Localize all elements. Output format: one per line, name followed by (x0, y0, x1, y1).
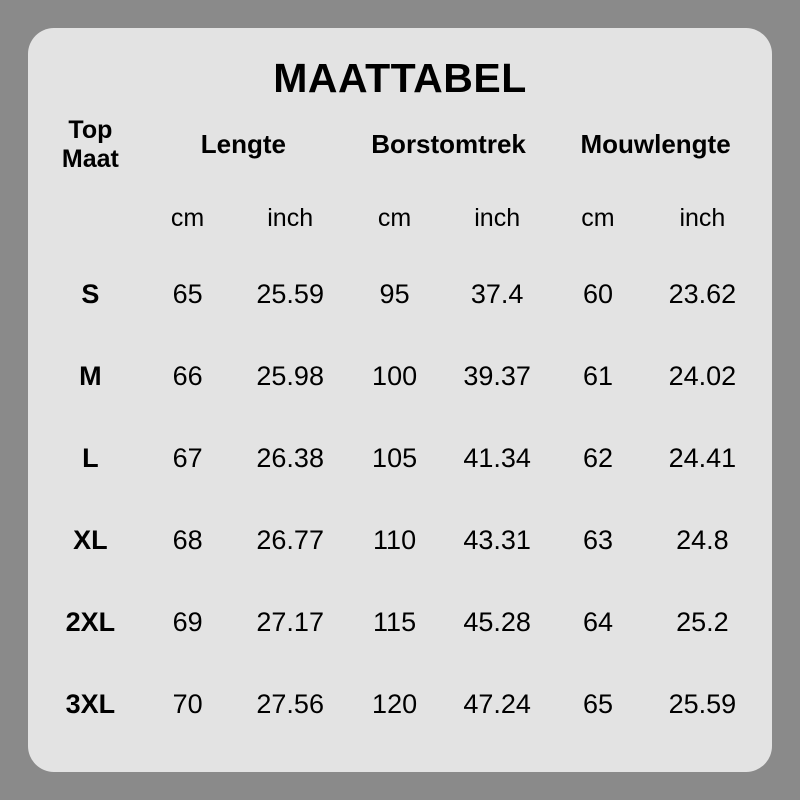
header-size-column (40, 107, 141, 183)
row-size-label: M (79, 360, 102, 391)
unit-borst-inch: inch (474, 203, 521, 232)
table-row (40, 581, 760, 663)
row-lengte-cm: 68 (172, 524, 203, 555)
row-lengte-inch: 26.38 (256, 442, 324, 473)
row-size-label: L (82, 442, 99, 473)
unit-blank (40, 183, 141, 253)
header-size-line2: Maat (61, 145, 119, 174)
row-borst-cm: 95 (379, 278, 410, 309)
row-borst-cm: 115 (373, 606, 417, 637)
unit-lengte-inch: inch (267, 203, 314, 232)
row-mouw-inch: 25.59 (668, 688, 737, 719)
header-size-line1: Top (68, 116, 113, 145)
table-row (40, 417, 760, 499)
row-lengte-inch: 27.17 (256, 606, 324, 637)
header-group-mouwlengte: Mouwlengte (580, 129, 731, 160)
unit-mouw-cm: cm (581, 203, 615, 232)
row-lengte-inch: 25.98 (256, 360, 324, 391)
row-borst-cm: 120 (372, 688, 418, 719)
table-unit-row (40, 183, 760, 253)
size-table (40, 107, 760, 745)
row-mouw-cm: 62 (582, 442, 613, 473)
row-borst-inch: 39.37 (463, 360, 531, 391)
table-header-row (40, 107, 760, 183)
row-size-label: 3XL (65, 688, 116, 719)
row-mouw-inch: 25.2 (676, 606, 729, 637)
row-mouw-inch: 24.02 (668, 360, 737, 391)
table-row (40, 335, 760, 417)
row-lengte-cm: 67 (172, 442, 203, 473)
table-row (40, 663, 760, 745)
row-lengte-inch: 25.59 (256, 278, 324, 309)
row-lengte-cm: 70 (172, 688, 203, 719)
row-size-label: 2XL (65, 606, 116, 637)
header-group-lengte: Lengte (200, 129, 286, 160)
row-borst-inch: 45.28 (463, 606, 531, 637)
row-mouw-inch: 24.8 (676, 524, 729, 555)
row-borst-inch: 43.31 (463, 524, 531, 555)
row-borst-cm: 100 (372, 360, 418, 391)
unit-lengte-cm: cm (170, 203, 205, 232)
size-chart-card (28, 28, 772, 772)
unit-mouw-inch: inch (679, 203, 726, 232)
table-row (40, 499, 760, 581)
row-borst-inch: 37.4 (470, 278, 524, 309)
row-lengte-cm: 65 (172, 278, 203, 309)
row-lengte-inch: 26.77 (256, 524, 324, 555)
row-lengte-cm: 69 (172, 606, 203, 637)
row-lengte-cm: 66 (172, 360, 203, 391)
row-borst-cm: 110 (373, 524, 417, 555)
row-borst-cm: 105 (372, 442, 418, 473)
row-lengte-inch: 27.56 (256, 688, 324, 719)
page-title: MAATTABEL (273, 55, 527, 101)
unit-borst-cm: cm (377, 203, 412, 232)
row-mouw-cm: 63 (582, 524, 613, 555)
row-mouw-cm: 64 (582, 606, 613, 637)
row-mouw-cm: 65 (582, 688, 613, 719)
row-mouw-cm: 61 (582, 360, 613, 391)
row-mouw-inch: 24.41 (668, 442, 737, 473)
row-size-label: XL (73, 524, 108, 555)
row-borst-inch: 47.24 (463, 688, 531, 719)
row-mouw-cm: 60 (582, 278, 613, 309)
row-mouw-inch: 23.62 (668, 278, 737, 309)
header-group-borstomtrek: Borstomtrek (371, 129, 526, 160)
row-size-label: S (81, 278, 100, 309)
row-borst-inch: 41.34 (463, 442, 531, 473)
table-row (40, 253, 760, 335)
